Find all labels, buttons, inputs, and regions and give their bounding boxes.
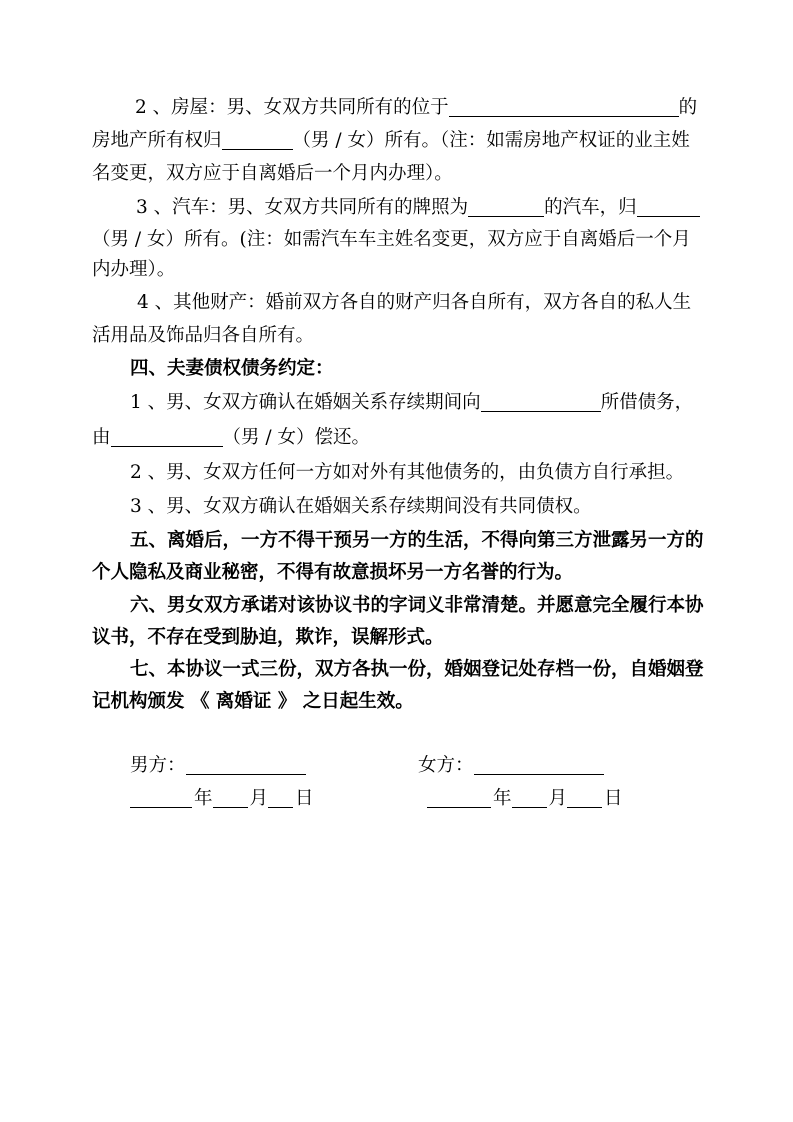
debts-heading — [130, 357, 334, 381]
female-signature-label: 女方： — [418, 755, 474, 776]
clause-five-line-2 — [92, 561, 573, 585]
month-blank — [512, 791, 547, 808]
debt-item-3 — [130, 495, 592, 519]
male-signature-label: 男方： — [130, 755, 186, 776]
creditor-blank — [481, 395, 601, 412]
year-blank — [427, 791, 491, 808]
clause-five-text: 个人隐私及商业秘密，不得有故意损坏另一方名誉的行为。 — [92, 562, 574, 583]
other-property-text: 活用品及饰品归各自所有。 — [92, 325, 315, 346]
male-signature-date — [130, 787, 314, 811]
male-signature — [130, 754, 306, 778]
debt-item-text: 所借债务， — [600, 392, 694, 413]
car-clause-text: 3 、汽车：男、女双方共同所有的牌照为 — [136, 197, 469, 218]
year-blank — [130, 791, 192, 808]
day-blank — [268, 791, 293, 808]
debt-item-text: （男 / 女）偿还。 — [222, 427, 371, 448]
clause-five-text: 五、离婚后，一方不得干预另一方的生活，不得向第三方泄露另一方的 — [130, 530, 704, 551]
day-label: 日 — [604, 788, 623, 809]
car-clause-line-1 — [136, 196, 700, 220]
female-signature-date — [427, 787, 623, 811]
car-clause-text: 内办理）。 — [92, 259, 176, 280]
house-clause-line-3 — [92, 162, 453, 186]
debt-item-2 — [130, 461, 684, 485]
clause-seven-line-1 — [130, 658, 704, 682]
house-clause-text: 2 、房屋：男、女双方共同所有的位于 — [135, 97, 449, 118]
female-signature — [418, 754, 604, 778]
day-label: 日 — [295, 788, 314, 809]
other-property-line-1 — [137, 291, 691, 315]
clause-seven-line-2 — [92, 690, 414, 714]
clause-six-text: 议书，不存在受到胁迫，欺诈，误解形式。 — [92, 627, 444, 648]
day-blank — [567, 791, 602, 808]
car-clause-text: 的汽车，归 — [544, 197, 637, 218]
car-owner-blank — [637, 200, 700, 217]
house-clause-text: 名变更，双方应于自离婚后一个月内办理）。 — [92, 163, 453, 184]
month-label: 月 — [548, 788, 568, 809]
house-clause-line-2 — [92, 129, 690, 153]
house-clause-line-1 — [135, 96, 697, 120]
month-label: 月 — [249, 788, 269, 809]
debt-item-1-line-2 — [92, 426, 370, 450]
debtor-blank — [111, 430, 223, 447]
house-clause-text: 的 — [678, 97, 698, 118]
debt-item-text: 1 、男、女双方确认在婚姻关系存续期间向 — [130, 392, 481, 413]
debts-heading-text: 四、夫妻债权债务约定： — [130, 358, 334, 379]
house-owner-blank — [222, 133, 293, 150]
car-plate-blank — [468, 200, 544, 217]
female-signature-blank — [474, 758, 604, 775]
other-property-line-2 — [92, 324, 314, 348]
year-label: 年 — [493, 788, 512, 809]
car-clause-line-2 — [92, 228, 691, 252]
month-blank — [213, 791, 248, 808]
debt-item-1-line-1 — [130, 391, 693, 415]
debt-item-text: 由 — [92, 427, 111, 448]
other-property-text: 4 、其他财产：婚前双方各自的财产归各自所有，双方各自的私人生 — [137, 292, 692, 313]
clause-six-line-1 — [130, 594, 704, 618]
car-clause-text: （男 / 女）所有。(注：如需汽车车主姓名变更，双方应于自离婚后一个月 — [92, 229, 691, 250]
house-clause-text: 房地产所有权归 — [92, 130, 222, 151]
debt-item-text: 2 、男、女双方任何一方如对外有其他债务的，由负债方自行承担。 — [130, 462, 685, 483]
year-label: 年 — [194, 788, 213, 809]
clause-seven-text: 七、本协议一式三份，双方各执一份，婚姻登记处存档一份，自婚姻登 — [130, 659, 704, 680]
house-clause-text: （男 / 女）所有。（注：如需房地产权证的业主姓 — [292, 130, 690, 151]
car-clause-line-3 — [92, 258, 175, 282]
male-signature-blank — [186, 758, 306, 775]
house-location-blank — [449, 100, 679, 117]
clause-six-text: 六、男女双方承诺对该协议书的字词义非常清楚。并愿意完全履行本协 — [130, 595, 704, 616]
clause-seven-text: 记机构颁发 《 离婚证 》 之日起生效。 — [92, 691, 414, 712]
clause-five-line-1 — [130, 529, 704, 553]
clause-six-line-2 — [92, 626, 444, 650]
debt-item-text: 3 、男、女双方确认在婚姻关系存续期间没有共同债权。 — [130, 496, 592, 517]
